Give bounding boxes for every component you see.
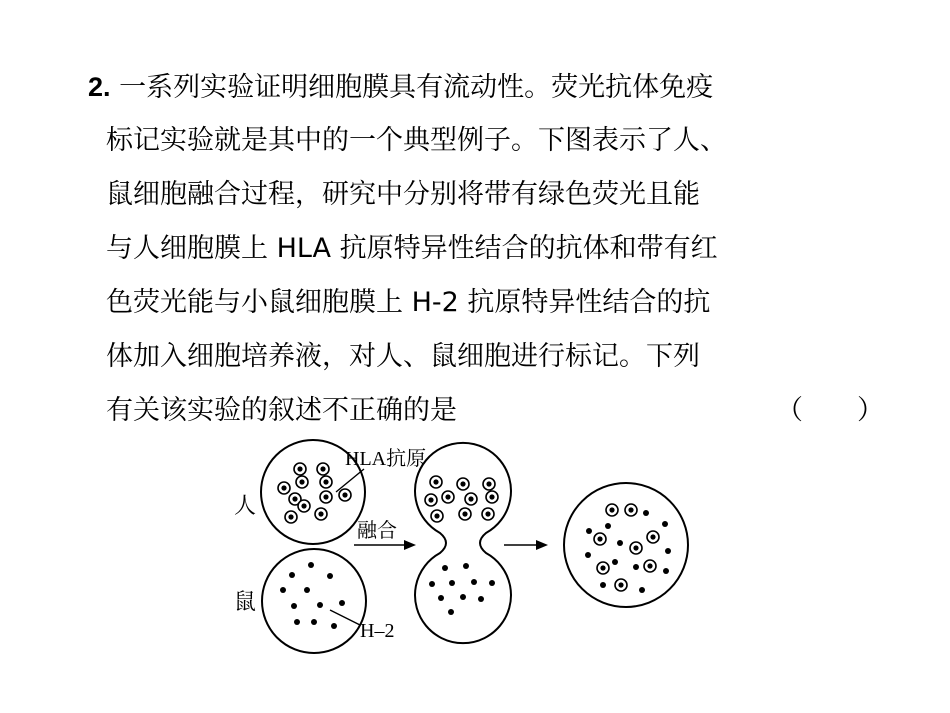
mouse-cell: [262, 549, 366, 653]
fusion-label: 融合: [357, 520, 397, 542]
h2-antigen-label: H–2: [360, 620, 395, 642]
question-line-7-text: 有关该实验的叙述不正确的是: [106, 395, 457, 426]
question-line-1-text: 一系列实验证明细胞膜具有流动性。荧光抗体免疫: [119, 72, 714, 103]
question-line-2: 标记实验就是其中的一个典型例子。下图表示了人、: [106, 125, 727, 156]
fused-cell: [415, 443, 511, 643]
question-line-6: 体加入细胞培养液，对人、鼠细胞进行标记。下列: [106, 341, 700, 372]
result-arrowhead: [536, 540, 548, 550]
mouse-label: 鼠: [234, 589, 257, 614]
question-line-3: 鼠细胞融合过程，研究中分别将带有绿色荧光且能: [106, 179, 700, 210]
hla-antigen-label: HLA抗原: [345, 448, 427, 470]
question-line-5: 色荧光能与小鼠细胞膜上 H-2 抗原特异性结合的抗: [106, 287, 711, 318]
fusion-arrowhead: [404, 540, 416, 550]
human-label: 人: [234, 493, 257, 518]
answer-blank: （ ）: [776, 395, 884, 426]
question-number: 2.: [88, 72, 111, 102]
question-line-4: 与人细胞膜上 HLA 抗原特异性结合的抗体和带有红: [106, 233, 718, 264]
